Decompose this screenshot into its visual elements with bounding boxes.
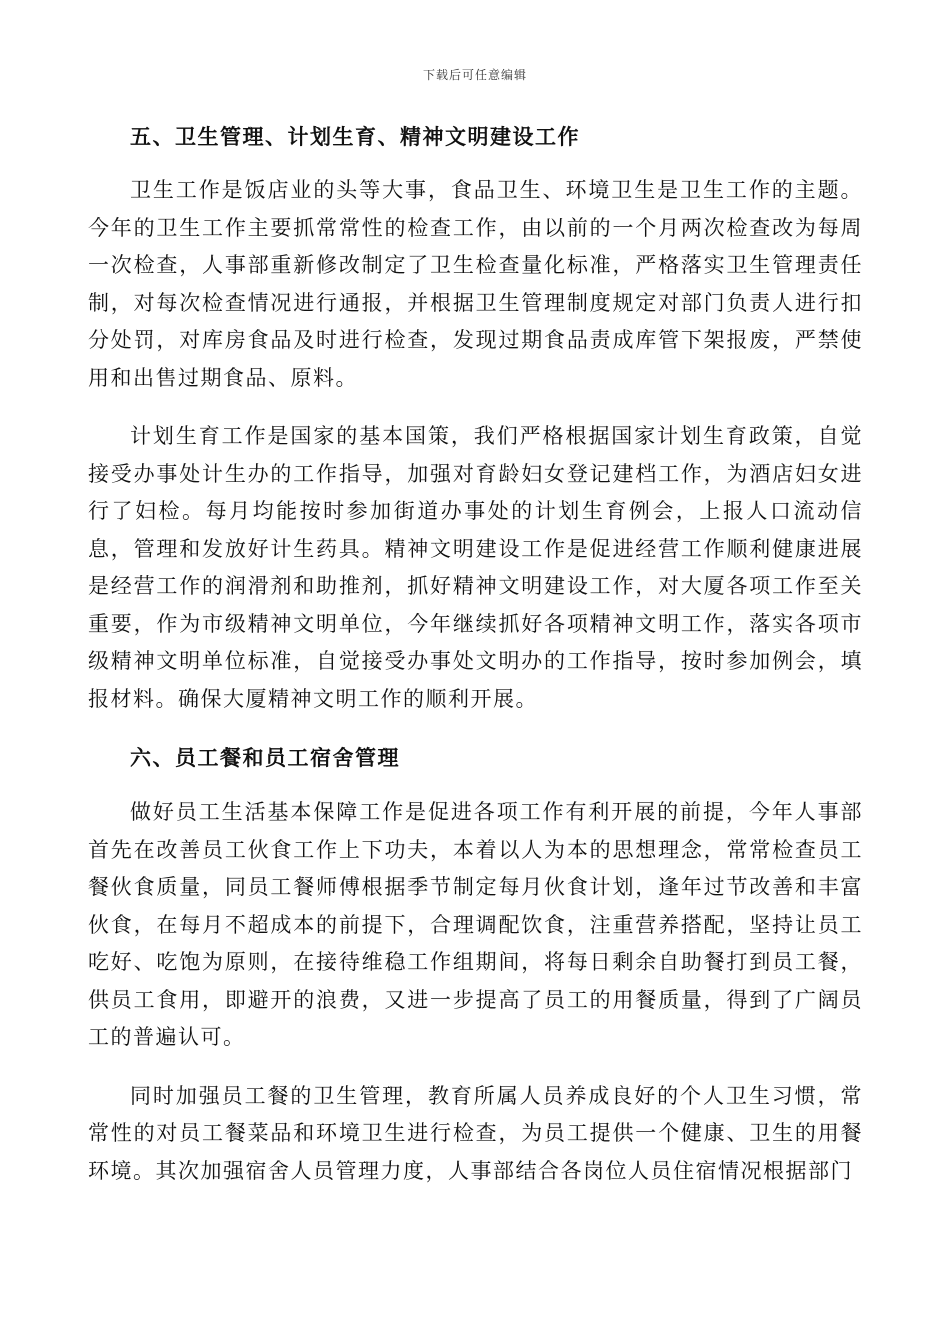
document-body [88, 118, 863, 1190]
paragraph-family-planning: 计划生育工作是国家的基本国策，我们严格根据国家计划生育政策，自觉接受办事处计生办的工作指导，加强对育龄妇女登记建档工作，为酒店妇女进行了妇检。每月均能按时参加街道办事处的计划生育例会，上报人口流动信息，管理和发放好计生药具。精神文明建设工作是促进经营工作顺利健康进展是经营工作的润滑剂和助推剂，抓好精神文明建设工作，对大厦各项工作至关重要，作为市级精神文明单位，今年继续抓好各项精神文明工作，落实各项市级精神文明单位标准，自觉接受办事处文明办的工作指导，按时参加例会，填报材料。确保大厦精神文明工作的顺利开展。 [88, 424, 863, 711]
section-heading-staff-canteen: 六、员工餐和员工宿舍管理 [130, 745, 400, 770]
paragraph-staff-meals: 做好员工生活基本保障工作是促进各项工作有利开展的前提，今年人事部首先在改善员工伙食工作上下功夫，本着以人为本的思想理念，常常检查员工餐伙食质量，同员工餐师傅根据季节制定每月伙食计划，逢年过节改善和丰富伙食，在每月不超成本的前提下，合理调配饮食，注重营养搭配，坚持让员工吃好、吃饱为原则，在接待维稳工作组期间，将每日剩余自助餐打到员工餐，供员工食用，即避开的浪费，又进一步提高了员工的用餐质量，得到了广阔员工的普遍认可。 [88, 800, 863, 1049]
section-heading-hygiene: 五、卫生管理、计划生育、精神文明建设工作 [130, 124, 580, 149]
paragraph-hygiene-work: 卫生工作是饭店业的头等大事，食品卫生、环境卫生是卫生工作的主题。今年的卫生工作主要抓常常性的检查工作，由以前的一个月两次检查改为每周一次检查，人事部重新修改制定了卫生检查量化标准，严格落实卫生管理责任制，对每次检查情况进行通报，并根据卫生管理制度规定对部门负责人进行扣分处罚，对库房食品及时进行检查，发现过期食品责成库管下架报废，严禁使用和出售过期食品、原料。 [88, 178, 863, 390]
paragraph-canteen-hygiene: 同时加强员工餐的卫生管理，教育所属人员养成良好的个人卫生习惯，常常性的对员工餐菜品和环境卫生进行检查，为员工提供一个健康、卫生的用餐环境。其次加强宿舍人员管理力度，人事部结合各岗位人员住宿情况根据部门 [88, 1083, 863, 1183]
header-note: 下载后可任意编辑 [422, 68, 527, 82]
